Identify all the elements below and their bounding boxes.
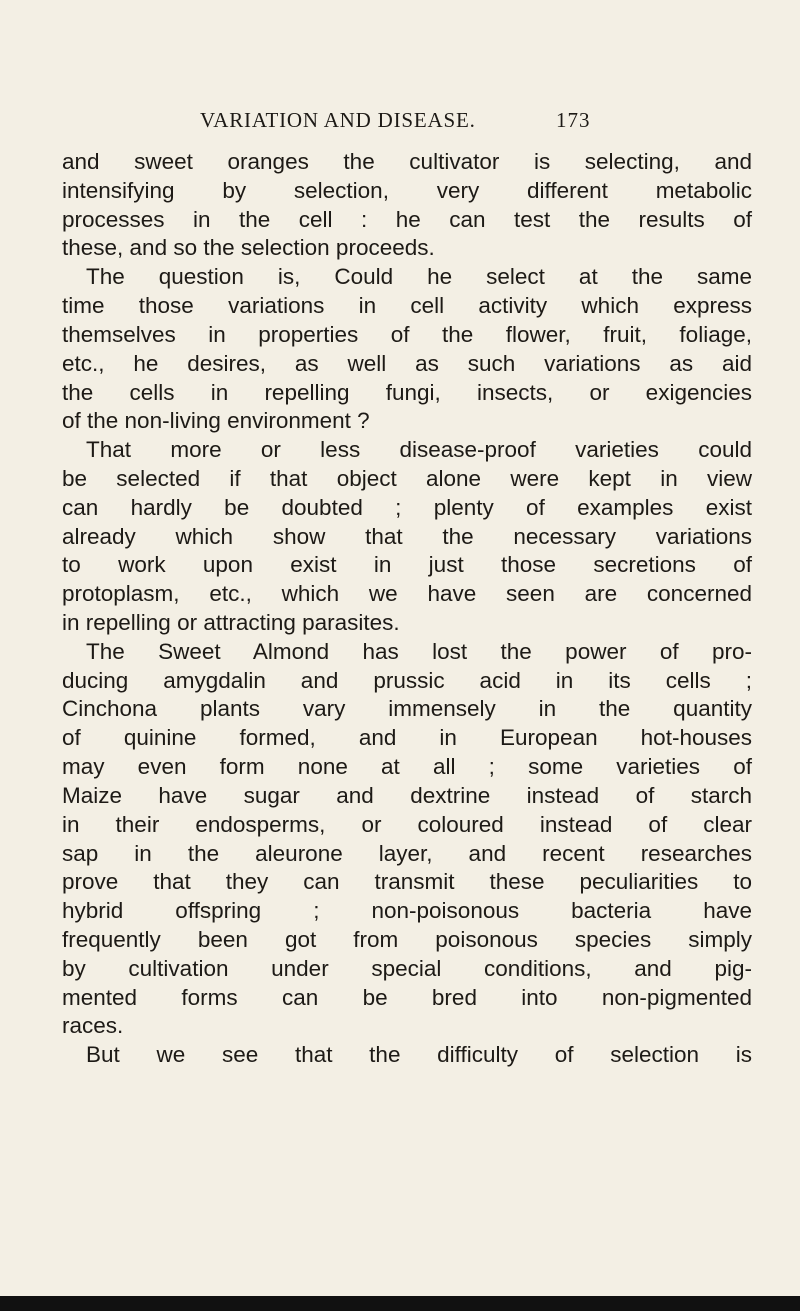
text-line: mented forms can be bred into non-pigmented	[62, 984, 752, 1010]
text-line: and sweet oranges the cultivator is selecting, and	[62, 149, 752, 174]
text-line: intensifying by selection, very different metabolic	[62, 177, 752, 203]
text-line: the cells in repelling fungi, insects, or exigencies	[62, 379, 752, 405]
text-line: be selected if that object alone were kept in view	[62, 465, 752, 491]
text-line: protoplasm, etc., which we have seen are concerned	[62, 581, 752, 607]
running-head	[200, 108, 598, 133]
text-line: of quinine formed, and in European hot-houses	[62, 725, 752, 751]
text-line: That more or less disease-proof varieties could	[86, 437, 752, 463]
text-line: etc., he desires, as well as such variations as aid	[62, 350, 752, 376]
running-title: VARIATION AND DISEASE.	[200, 108, 476, 132]
text-line: can hardly be doubted ; plenty of examples exist	[62, 494, 752, 520]
body-text	[62, 148, 752, 1070]
text-line: But we see that the difficulty of selection is	[86, 1042, 752, 1068]
page-number: 173	[556, 108, 591, 132]
text-line: The question is, Could he select at the same	[86, 264, 752, 290]
text-line: Maize have sugar and dextrine instead of starch	[62, 782, 752, 808]
text-line: time those variations in cell activity which express	[62, 293, 752, 319]
text-line: prove that they can transmit these peculiarities to	[62, 869, 752, 895]
text-line: may even form none at all ; some varieties of	[62, 754, 752, 780]
page-bottom-edge	[0, 1296, 800, 1311]
text-line: Cinchona plants vary immensely in the quantity	[62, 696, 752, 722]
text-line: these, and so the selection proceeds.	[62, 235, 435, 261]
text-line: ducing amygdalin and prussic acid in its cells ;	[62, 667, 752, 693]
text-line: hybrid offspring ; non-poisonous bacteria have	[62, 898, 752, 924]
text-line: processes in the cell : he can test the results of	[62, 206, 752, 232]
text-line: frequently been got from poisonous species simply	[62, 926, 752, 952]
text-line: The Sweet Almond has lost the power of pro-	[86, 638, 752, 664]
text-line: by cultivation under special conditions, and pig-	[62, 955, 752, 981]
text-line: sap in the aleurone layer, and recent researches	[62, 840, 752, 866]
text-line: to work upon exist in just those secretions of	[62, 552, 752, 578]
text-line: in their endosperms, or coloured instead of clear	[62, 811, 752, 837]
text-line: in repelling or attracting parasites.	[62, 610, 400, 635]
text-line: races.	[62, 1013, 124, 1039]
text-line: themselves in properties of the flower, fruit, foliage,	[62, 321, 752, 347]
text-line: of the non-living environment ?	[62, 408, 370, 434]
text-line: already which show that the necessary variations	[62, 523, 752, 549]
